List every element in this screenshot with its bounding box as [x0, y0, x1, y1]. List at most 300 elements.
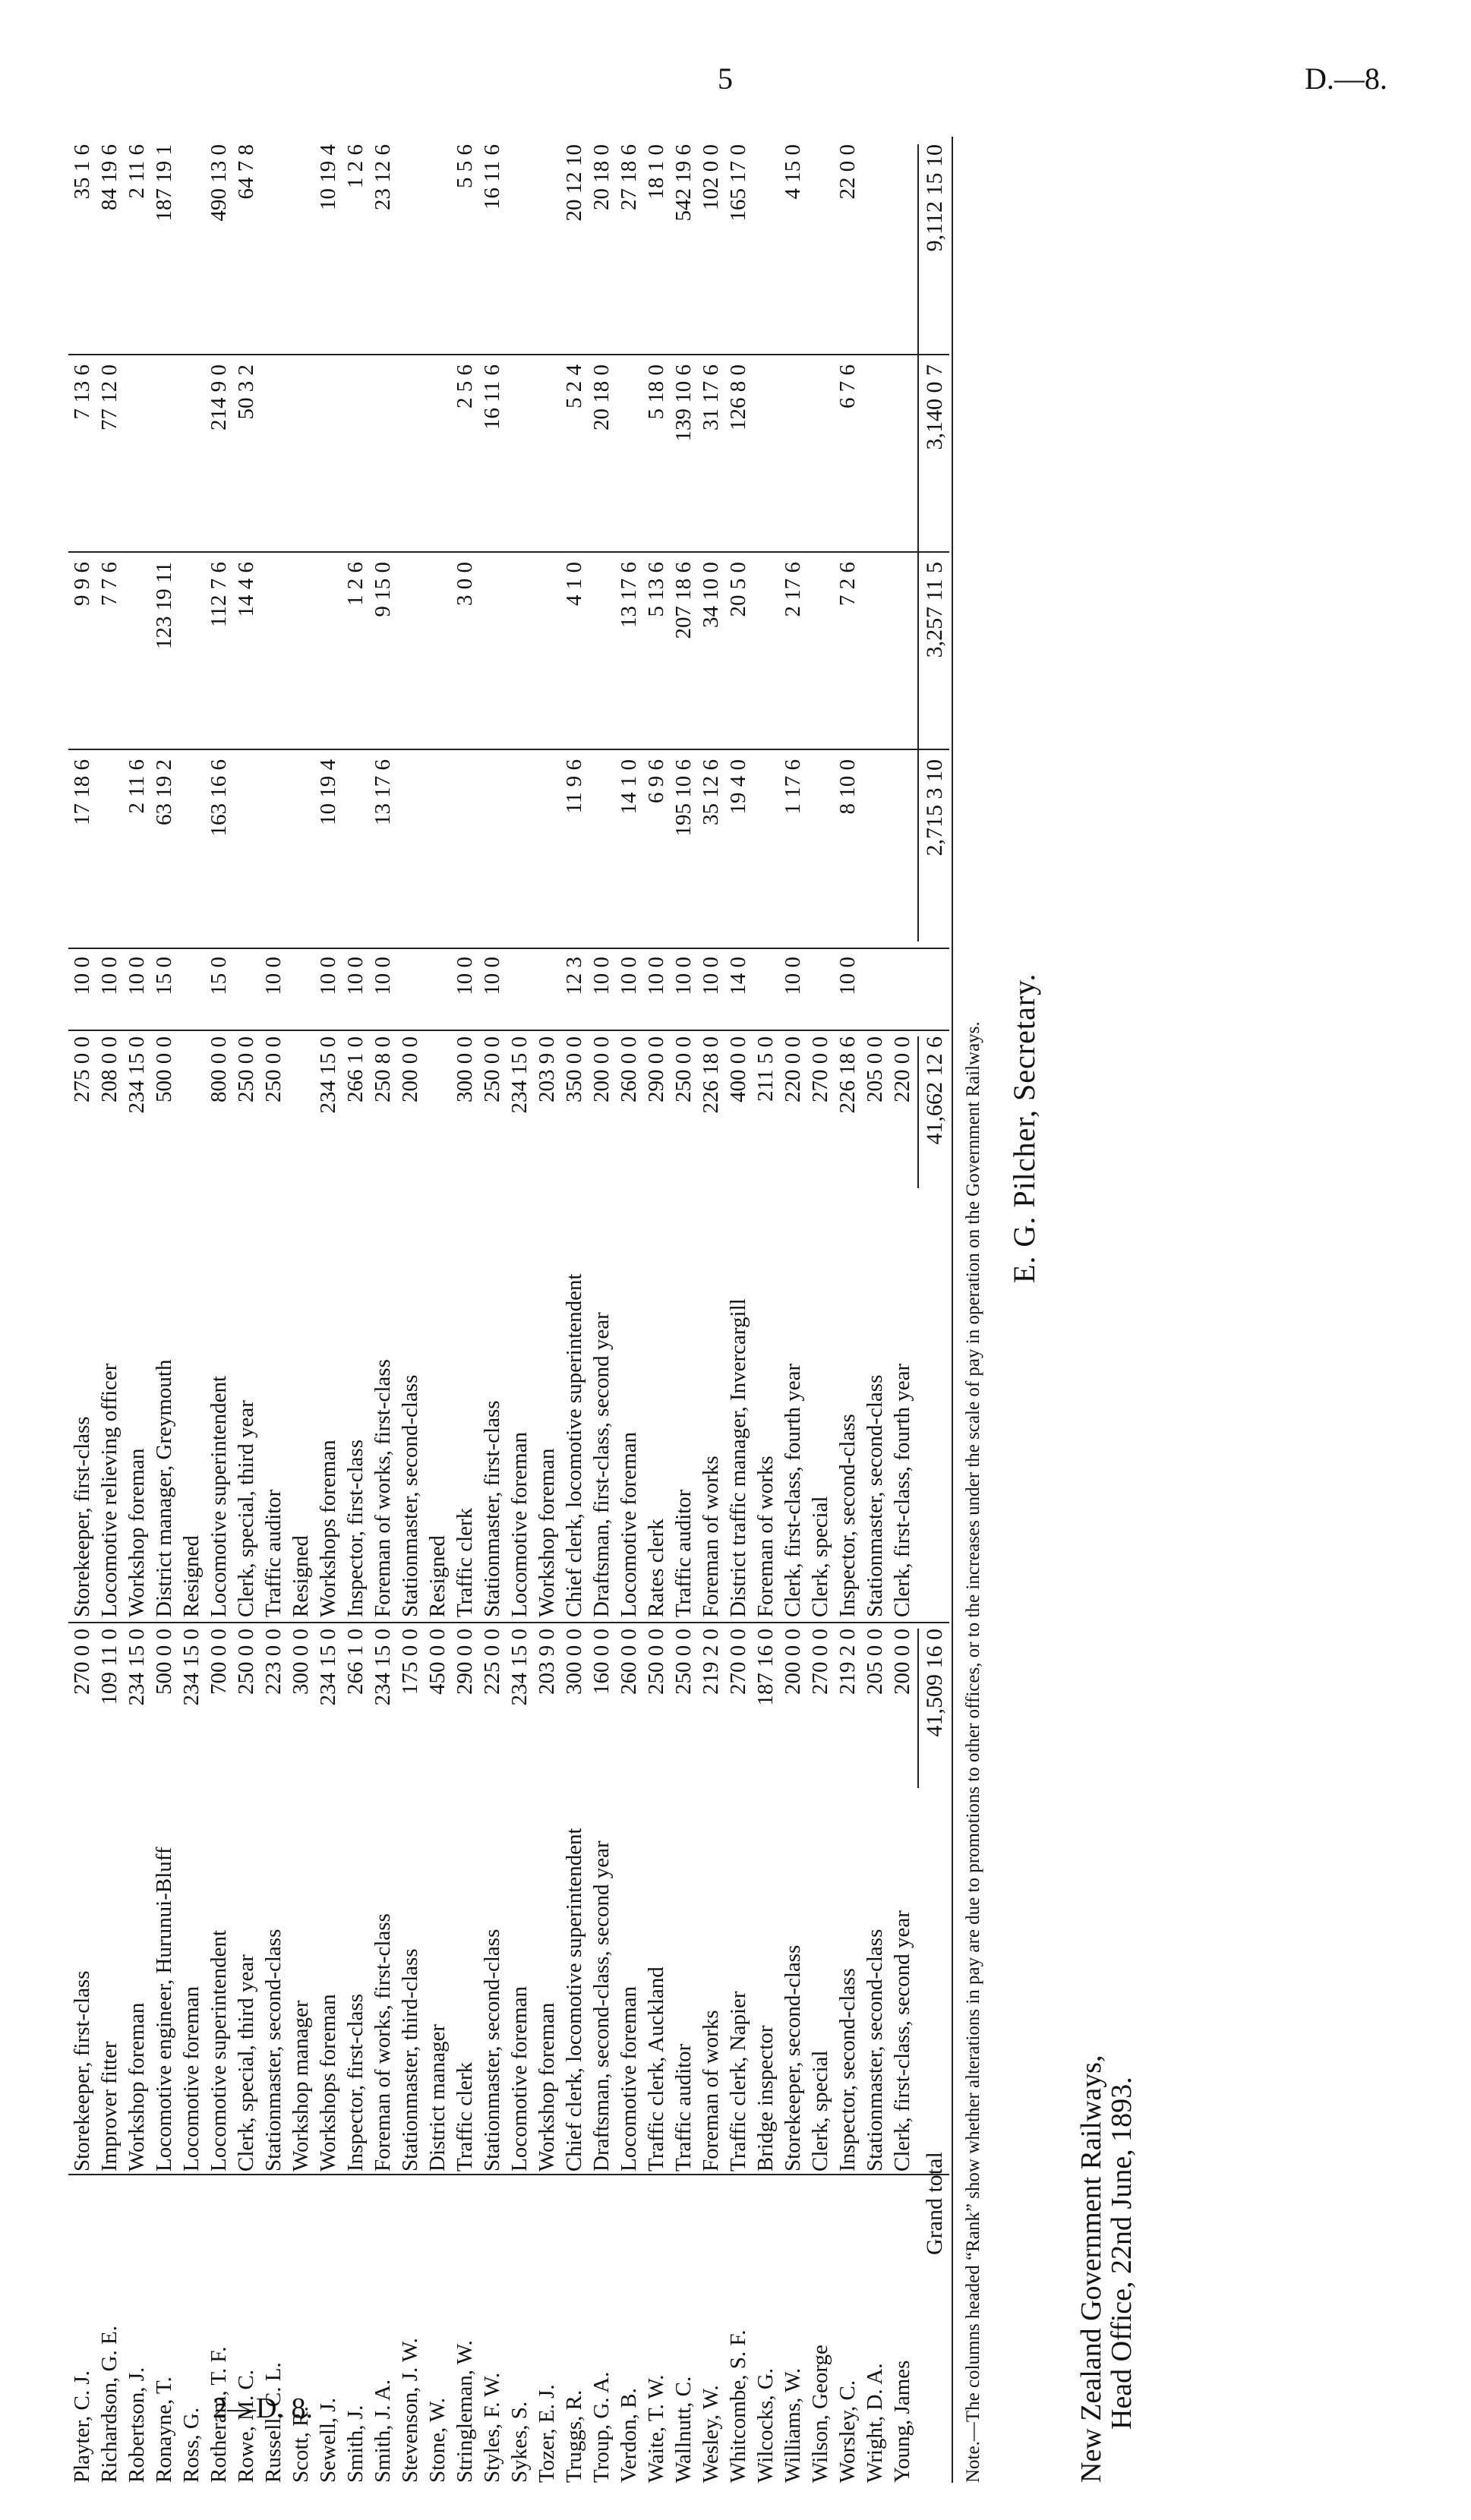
- cell-old-salary: 270 0 0: [726, 1629, 750, 1695]
- cell-old-salary: 200 0 0: [890, 1629, 914, 1695]
- cell-new-rank: Traffic clerk: [453, 1507, 477, 1617]
- cell-new-salary: 250 8 0: [371, 1036, 395, 1102]
- cell-new-rank: Inspector, second-class: [835, 1414, 860, 1617]
- cell-amount-1: [96, 759, 123, 941]
- cell-amount-2: 1 2 6: [343, 562, 368, 606]
- cell-amount-2: [178, 562, 205, 744]
- cell-amount-1: 14 1 0: [617, 759, 641, 815]
- cell-amount-1: 11 9 6: [562, 759, 586, 814]
- cell-employee-name: Rotheram, T. F.: [207, 2346, 231, 2483]
- cell-new-rank: Resigned: [425, 1535, 450, 1617]
- cell-amount-3: [752, 364, 779, 547]
- cell-new-salary: 226 18 0: [699, 1036, 723, 1114]
- cell-new-salary: 266 1 0: [343, 1036, 368, 1102]
- document-reference: D.—8.: [1305, 62, 1387, 96]
- cell-amount-3: [396, 364, 424, 547]
- cell-employee-name: Richardson, G. E.: [97, 2326, 122, 2483]
- cell-employee-name: Wallnutt, C.: [671, 2376, 696, 2483]
- cell-old-rank: Stationmaster, third-class: [398, 1948, 422, 2171]
- cell-new-rank: Draftsman, first-class, second year: [589, 1312, 614, 1617]
- grand-total-amount-total: 9,112 15 10: [922, 144, 947, 252]
- grand-total-new-salary: 41,662 12 6: [922, 1036, 947, 1145]
- cell-increment: [533, 957, 560, 1025]
- cell-amount-2: 14 4 6: [234, 562, 258, 617]
- cell-old-rank: Foreman of works, first-class: [371, 1913, 395, 2171]
- cell-amount-3: 126 8 0: [726, 364, 750, 431]
- cell-amount-2: 7 2 6: [835, 562, 860, 606]
- cell-old-rank: Stationmaster, second-class: [480, 1929, 504, 2171]
- cell-old-salary: 200 0 0: [781, 1629, 805, 1695]
- cell-old-rank: Workshops foreman: [316, 1994, 340, 2171]
- cell-increment: 15 0: [152, 957, 176, 995]
- cell-amount-total: 490 13 0: [207, 144, 231, 222]
- cell-old-salary: 234 15 0: [507, 1629, 532, 1706]
- table-note: Note.—The columns headed “Rank” show whether alterations in pay are due to promotions to other offices, or to the increases under the scale of pay in operation on the Government Railways.: [963, 1021, 983, 2483]
- cell-amount-2: [396, 562, 424, 744]
- cell-amount-2: 5 13 6: [644, 562, 668, 617]
- cell-employee-name: Sykes, S.: [507, 2401, 532, 2483]
- rule: [68, 749, 949, 750]
- column-amount-3: [68, 364, 916, 547]
- cell-amount-2: 112 7 6: [207, 562, 231, 627]
- cell-new-rank: Workshop foreman: [535, 1448, 559, 1617]
- cell-amount-1: 6 9 6: [644, 759, 668, 803]
- cell-amount-1: 63 19 2: [152, 759, 176, 825]
- cell-amount-total: [424, 144, 451, 349]
- cell-employee-name: Russell, C. L.: [261, 2362, 286, 2483]
- cell-amount-2: [314, 562, 342, 744]
- page-number: 5: [718, 62, 733, 96]
- cell-old-salary: 234 15 0: [179, 1629, 204, 1706]
- cell-amount-3: [889, 364, 916, 547]
- cell-amount-2: [807, 562, 834, 744]
- cell-new-salary: 400 0 0: [726, 1036, 750, 1102]
- cell-amount-3: 214 9 0: [207, 364, 231, 431]
- cell-amount-1: [807, 759, 834, 941]
- cell-increment: 10 0: [125, 957, 149, 995]
- cell-increment: 10 0: [835, 957, 860, 995]
- cell-old-rank: Traffic clerk, Auckland: [644, 1966, 668, 2171]
- rule: [68, 1622, 949, 1623]
- cell-amount-1: 163 16 6: [207, 759, 231, 837]
- cell-new-rank: Locomotive relieving officer: [97, 1363, 122, 1617]
- rule: [68, 1030, 949, 1031]
- cell-new-rank: Traffic auditor: [671, 1489, 696, 1617]
- cell-increment: 10 0: [644, 957, 668, 995]
- cell-amount-3: 50 3 2: [234, 364, 258, 420]
- cell-amount-1: [287, 759, 314, 941]
- cell-old-rank: Stationmaster, second-class: [863, 1929, 887, 2171]
- cell-new-salary: 211 5 0: [753, 1036, 778, 1102]
- cell-new-salary: 270 0 0: [808, 1036, 832, 1102]
- cell-old-rank: Stationmaster, second-class: [261, 1929, 286, 2171]
- cell-new-rank: Rates clerk: [644, 1519, 668, 1617]
- cell-new-salary: 220 0 0: [781, 1036, 805, 1102]
- cell-new-salary: 300 0 0: [453, 1036, 477, 1102]
- cell-increment: 10 0: [589, 957, 614, 995]
- cell-amount-2: 2 17 6: [781, 562, 805, 617]
- cell-amount-total: 35 1 6: [70, 144, 94, 200]
- cell-old-salary: 234 15 0: [371, 1629, 395, 1706]
- rule: [68, 354, 949, 355]
- cell-old-salary: 250 0 0: [644, 1629, 668, 1695]
- cell-old-salary: 160 0 0: [589, 1629, 614, 1695]
- cell-increment: 10 0: [343, 957, 368, 995]
- cell-increment: 10 0: [699, 957, 723, 995]
- cell-old-rank: Locomotive foreman: [617, 1986, 641, 2171]
- cell-employee-name: Williams, W.: [781, 2367, 805, 2483]
- rule: [68, 948, 949, 949]
- cell-amount-3: 77 12 0: [97, 364, 122, 431]
- cell-amount-2: 13 17 6: [617, 562, 641, 628]
- cell-old-rank: Traffic clerk, Napier: [726, 1991, 750, 2171]
- column-old-rank: [68, 1792, 916, 2171]
- cell-old-salary: 219 2 0: [699, 1629, 723, 1695]
- cell-amount-total: 5 5 6: [453, 144, 477, 188]
- cell-amount-3: [506, 364, 533, 547]
- cell-old-salary: 225 0 0: [480, 1629, 504, 1695]
- cell-old-rank: Traffic clerk: [453, 2061, 477, 2171]
- cell-old-rank: Chief clerk, locomotive superintendent: [562, 1828, 586, 2171]
- cell-amount-3: [861, 364, 889, 547]
- cell-increment: 12 3: [562, 957, 586, 995]
- cell-employee-name: Stringleman, W.: [453, 2340, 477, 2483]
- cell-amount-1: [451, 759, 478, 941]
- cell-amount-total: 64 7 8: [234, 144, 258, 200]
- cell-new-salary: 250 0 0: [234, 1036, 258, 1102]
- cell-old-rank: Clerk, first-class, second year: [890, 1910, 914, 2171]
- cell-amount-total: 102 0 0: [699, 144, 723, 210]
- cell-amount-total: 20 18 0: [589, 144, 614, 210]
- column-new-rank: [68, 1192, 916, 1617]
- cell-amount-total: 4 15 0: [781, 144, 805, 200]
- cell-employee-name: Waite, T. W.: [644, 2374, 668, 2483]
- cell-employee-name: Scott, R.: [289, 2406, 313, 2483]
- cell-amount-3: [150, 364, 178, 547]
- column-amount-1: [68, 759, 916, 941]
- cell-new-rank: Stationmaster, second-class: [398, 1374, 422, 1617]
- cell-new-salary: [178, 1036, 205, 1188]
- cell-amount-3: [314, 364, 342, 547]
- cell-old-rank: Clerk, special, third year: [234, 1954, 258, 2171]
- cell-amount-1: 10 19 4: [316, 759, 340, 825]
- cell-old-salary: 203 9 0: [535, 1629, 559, 1695]
- cell-employee-name: Sewell, J.: [316, 2398, 340, 2483]
- cell-old-rank: Clerk, special: [808, 2050, 832, 2171]
- grand-total-old-salary: 41,509 16 0: [922, 1629, 947, 1737]
- column-old-salary: [68, 1629, 916, 1788]
- cell-new-rank: Locomotive superintendent: [207, 1375, 231, 1617]
- cell-amount-total: 542 19 6: [671, 144, 696, 222]
- cell-amount-total: 2 11 6: [125, 144, 149, 199]
- cell-old-rank: Inspector, second-class: [835, 1968, 860, 2171]
- cell-amount-2: [506, 562, 533, 744]
- column-increment: [68, 957, 916, 1025]
- cell-employee-name: Wilson, George: [808, 2345, 832, 2483]
- cell-increment: 10 0: [261, 957, 286, 995]
- cell-increment: 10 0: [781, 957, 805, 995]
- cell-amount-total: 18 1 0: [644, 144, 668, 200]
- cell-amount-total: [396, 144, 424, 349]
- cell-old-salary: 223 0 0: [261, 1629, 286, 1695]
- cell-amount-total: [287, 144, 314, 349]
- cell-amount-total: 165 17 0: [726, 144, 750, 222]
- cell-employee-name: Worsley, C.: [835, 2380, 860, 2483]
- cell-amount-3: 5 18 0: [644, 364, 668, 420]
- cell-amount-total: [807, 144, 834, 349]
- cell-old-rank: Storekeeper, first-class: [70, 1970, 94, 2171]
- cell-new-rank: Foreman of works, first-class: [371, 1359, 395, 1617]
- cell-amount-3: [424, 364, 451, 547]
- cell-amount-2: 9 15 0: [371, 562, 395, 617]
- cell-increment: 10 0: [617, 957, 641, 995]
- cell-new-salary: 800 0 0: [207, 1036, 231, 1102]
- cell-new-rank: Stationmaster, first-class: [480, 1400, 504, 1617]
- cell-employee-name: Young, James: [890, 2360, 914, 2483]
- cell-amount-total: 20 12 10: [562, 144, 586, 222]
- cell-employee-name: Stevenson, J. W.: [398, 2338, 422, 2483]
- cell-amount-total: 10 19 4: [316, 144, 340, 210]
- cell-amount-3: 20 18 0: [589, 364, 614, 431]
- cell-amount-total: [178, 144, 205, 349]
- cell-new-salary: 205 0 0: [863, 1036, 887, 1102]
- total-rule: [917, 144, 919, 941]
- cell-new-rank: Stationmaster, second-class: [863, 1374, 887, 1617]
- cell-employee-name: Wright, D. A.: [863, 2363, 887, 2483]
- cell-new-rank: Traffic auditor: [261, 1489, 286, 1617]
- cell-new-salary: 250 0 0: [261, 1036, 286, 1102]
- cell-amount-2: 9 9 6: [70, 562, 94, 606]
- cell-amount-2: 7 7 6: [97, 562, 122, 606]
- cell-amount-1: [478, 759, 506, 941]
- cell-amount-3: 5 2 4: [562, 364, 586, 408]
- cell-increment: 10 0: [316, 957, 340, 995]
- cell-old-salary: 270 0 0: [808, 1629, 832, 1695]
- grand-total-label: Grand total: [922, 2152, 947, 2255]
- cell-new-salary: 234 15 0: [125, 1036, 149, 1114]
- cell-amount-total: 84 19 6: [97, 144, 122, 210]
- cell-amount-1: [889, 759, 916, 941]
- cell-increment: 10 0: [371, 957, 395, 995]
- cell-amount-total: 1 2 6: [343, 144, 368, 188]
- cell-amount-2: 4 1 0: [562, 562, 586, 606]
- signature: E. G. Pilcher, Secretary.: [1007, 973, 1041, 1283]
- grand-total-amount-1: 2,715 3 10: [922, 759, 947, 856]
- cell-amount-3: [287, 364, 314, 547]
- cell-amount-2: [287, 562, 314, 744]
- cell-amount-1: [232, 759, 260, 941]
- cell-old-salary: 250 0 0: [234, 1629, 258, 1695]
- cell-amount-1: 19 4 0: [726, 759, 750, 815]
- cell-amount-total: 16 11 6: [480, 144, 504, 210]
- cell-new-rank: Clerk, special, third year: [234, 1400, 258, 1617]
- cell-old-salary: 270 0 0: [70, 1629, 94, 1695]
- cell-new-rank: District manager, Greymouth: [152, 1359, 176, 1617]
- cell-employee-name: Verdon, B.: [617, 2388, 641, 2483]
- cell-amount-2: [478, 562, 506, 744]
- cell-old-salary: 300 0 0: [289, 1629, 313, 1695]
- cell-amount-1: 2 11 6: [125, 759, 149, 814]
- cell-amount-2: [424, 562, 451, 744]
- column-amount-total: [68, 144, 916, 349]
- cell-amount-1: [861, 759, 889, 941]
- cell-amount-2: 3 0 0: [453, 562, 477, 606]
- cell-amount-2: [123, 562, 150, 744]
- cell-amount-3: 31 17 6: [699, 364, 723, 431]
- cell-new-salary: 290 0 0: [644, 1036, 668, 1102]
- cell-new-salary: 203 9 0: [535, 1036, 559, 1102]
- cell-new-rank: Workshops foreman: [316, 1440, 340, 1617]
- cell-increment: [861, 957, 889, 1025]
- cell-increment: [287, 957, 314, 1025]
- cell-increment: 10 0: [671, 957, 696, 995]
- cell-amount-total: [260, 144, 287, 349]
- cell-increment: [396, 957, 424, 1025]
- cell-amount-3: 2 5 6: [453, 364, 477, 408]
- cell-amount-3: 16 11 6: [480, 364, 504, 430]
- cell-new-rank: Clerk, first-class, fourth year: [781, 1363, 805, 1617]
- cell-amount-2: [533, 562, 560, 744]
- cell-old-salary: 266 1 0: [343, 1629, 368, 1695]
- cell-old-rank: Draftsman, second-class, second year: [589, 1840, 614, 2171]
- cell-amount-2: 207 18 6: [671, 562, 696, 639]
- cell-amount-3: [178, 364, 205, 547]
- cell-new-rank: Foreman of works: [753, 1456, 778, 1617]
- cell-new-salary: 200 0 0: [589, 1036, 614, 1102]
- cell-amount-3: [807, 364, 834, 547]
- footer-reference: 2—D. 8.: [213, 2392, 313, 2424]
- cell-amount-1: [752, 759, 779, 941]
- cell-employee-name: Tozer, E. J.: [535, 2384, 559, 2483]
- cell-new-salary: 250 0 0: [671, 1036, 696, 1102]
- cell-amount-2: [260, 562, 287, 744]
- cell-employee-name: Rowe, M. C.: [234, 2369, 258, 2483]
- address-line-2: Head Office, 22nd June, 1893.: [1106, 2077, 1138, 2430]
- cell-amount-1: 13 17 6: [371, 759, 395, 825]
- cell-employee-name: Ross, G.: [179, 2407, 204, 2483]
- cell-increment: 10 0: [70, 957, 94, 995]
- cell-new-rank: Foreman of works: [699, 1456, 723, 1617]
- cell-new-rank: Workshop foreman: [125, 1448, 149, 1617]
- cell-new-salary: 500 0 0: [152, 1036, 176, 1102]
- cell-amount-3: [779, 364, 807, 547]
- cell-new-rank: Resigned: [289, 1535, 313, 1617]
- cell-amount-total: 23 12 6: [371, 144, 395, 210]
- cell-employee-name: Stone, W.: [425, 2398, 450, 2483]
- cell-old-salary: 234 15 0: [125, 1629, 149, 1706]
- cell-new-salary: 234 15 0: [316, 1036, 340, 1114]
- cell-new-salary: [424, 1036, 451, 1188]
- cell-amount-1: 1 17 6: [781, 759, 805, 815]
- cell-new-rank: Storekeeper, first-class: [70, 1416, 94, 1617]
- total-rule: [917, 1036, 919, 1188]
- cell-increment: 10 0: [453, 957, 477, 995]
- rotated-table-page: [68, 129, 1138, 2483]
- cell-old-rank: Bridge inspector: [753, 2025, 778, 2171]
- cell-amount-total: 187 19 1: [152, 144, 176, 222]
- cell-amount-2: [588, 562, 615, 744]
- cell-old-salary: 260 0 0: [617, 1629, 641, 1695]
- cell-increment: 10 0: [97, 957, 122, 995]
- cell-old-salary: 300 0 0: [562, 1629, 586, 1695]
- cell-old-rank: Workshop foreman: [125, 2002, 149, 2171]
- cell-old-rank: Workshop foreman: [535, 2002, 559, 2171]
- cell-amount-3: [369, 364, 396, 547]
- cell-employee-name: Truggs, R.: [562, 2389, 586, 2483]
- cell-old-salary: 290 0 0: [453, 1629, 477, 1695]
- cell-new-salary: 275 0 0: [70, 1036, 94, 1102]
- cell-amount-2: 123 19 11: [152, 562, 176, 649]
- cell-amount-2: [752, 562, 779, 744]
- rule: [68, 551, 949, 553]
- cell-amount-1: [260, 759, 287, 941]
- cell-increment: 14 0: [726, 957, 750, 995]
- cell-amount-1: 17 18 6: [70, 759, 94, 825]
- cell-amount-1: [424, 759, 451, 941]
- cell-increment: [889, 957, 916, 1025]
- cell-amount-total: [533, 144, 560, 349]
- cell-new-rank: Chief clerk, locomotive superintendent: [562, 1273, 586, 1617]
- cell-new-rank: Clerk, first-class, fourth year: [890, 1363, 914, 1617]
- cell-old-salary: 187 16 0: [753, 1629, 778, 1706]
- cell-increment: [807, 957, 834, 1025]
- column-amount-2: [68, 562, 916, 744]
- cell-employee-name: Smith, J. A.: [371, 2379, 395, 2483]
- cell-amount-3: [342, 364, 369, 547]
- total-rule: [917, 1629, 919, 1788]
- cell-old-rank: District manager: [425, 2023, 450, 2171]
- cell-employee-name: Wesley, W.: [699, 2385, 723, 2483]
- cell-amount-2: [889, 562, 916, 744]
- cell-employee-name: Whitcombe, S. F.: [726, 2329, 750, 2483]
- column-name: [68, 2179, 916, 2483]
- cell-amount-3: [123, 364, 150, 547]
- cell-amount-3: 7 13 6: [70, 364, 94, 420]
- cell-new-salary: 234 15 0: [507, 1036, 532, 1114]
- cell-amount-3: [533, 364, 560, 547]
- cell-employee-name: Troup, G. A.: [589, 2371, 614, 2483]
- cell-increment: [178, 957, 205, 1025]
- cell-amount-1: 35 12 6: [699, 759, 723, 825]
- cell-old-salary: 500 0 0: [152, 1629, 176, 1695]
- column-new-salary: [68, 1036, 916, 1188]
- cell-old-rank: Inspector, first-class: [343, 1994, 368, 2171]
- cell-amount-1: [178, 759, 205, 941]
- cell-old-salary: 205 0 0: [863, 1629, 887, 1695]
- cell-old-rank: Locomotive superintendent: [207, 1929, 231, 2171]
- rule: [68, 2174, 949, 2175]
- grand-total-amount-3: 3,140 0 7: [922, 364, 947, 450]
- cell-amount-2: [861, 562, 889, 744]
- cell-amount-total: [752, 144, 779, 349]
- cell-old-salary: 175 0 0: [398, 1629, 422, 1695]
- cell-new-salary: 250 0 0: [480, 1036, 504, 1102]
- cell-old-rank: Locomotive foreman: [507, 1986, 532, 2171]
- cell-amount-1: [533, 759, 560, 941]
- cell-amount-2: 34 10 0: [699, 562, 723, 628]
- cell-old-salary: 700 0 0: [207, 1629, 231, 1695]
- cell-new-salary: 208 0 0: [97, 1036, 122, 1102]
- cell-increment: [424, 957, 451, 1025]
- cell-employee-name: Styles, F. W.: [480, 2372, 504, 2483]
- cell-increment: [232, 957, 260, 1025]
- cell-employee-name: Wilcocks, G.: [753, 2367, 778, 2483]
- cell-employee-name: Smith, J.: [343, 2405, 368, 2483]
- cell-new-rank: District traffic manager, Invercargill: [726, 1298, 750, 1617]
- cell-new-rank: Clerk, special: [808, 1496, 832, 1617]
- cell-amount-1: 195 10 6: [671, 759, 696, 837]
- cell-new-salary: 220 0 0: [890, 1036, 914, 1102]
